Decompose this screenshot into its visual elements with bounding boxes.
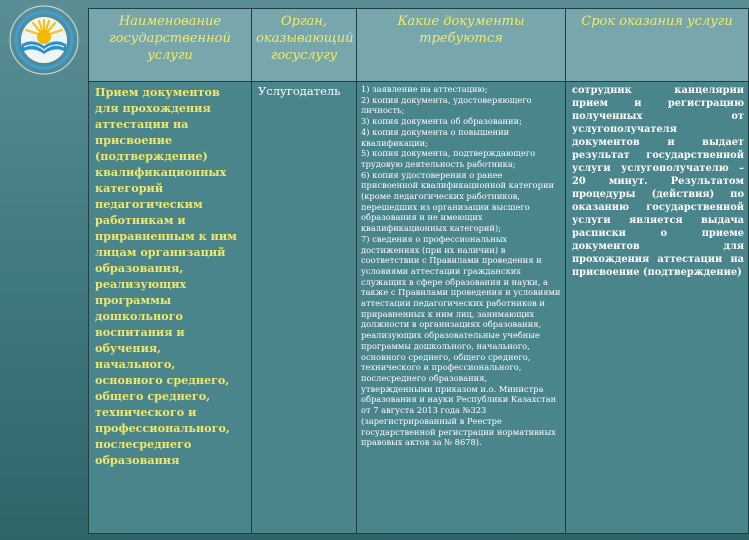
document-item: 3) копия документа об образовании; [361, 116, 522, 127]
provider-cell: Услугодатель [252, 82, 357, 534]
document-item: 4) копия документа о повышении квалификации; [361, 126, 510, 148]
document-item: 6) копия удостоверения о ранее присвоенной квалификационной категории (кроме педагогических работников, перешедших из организации высшего образования и не имеющих квалификационных категорий); [361, 169, 555, 234]
header-term: Срок оказания услуги [566, 9, 749, 82]
table-row [89, 82, 749, 534]
header-documents: Какие документы требуются [357, 9, 566, 82]
education-emblem-icon [0, 0, 88, 80]
header-provider: Орган, оказывающий госуслугу [252, 9, 357, 82]
table-header-row [89, 9, 749, 82]
service-name-cell: Прием документов для прохождения аттестации на присвоение (подтверждение) квалификационных категорий педагогическим работникам и приравненным к ним лицам организаций образования, реализующих программы дошкольного воспитания и обучения, начального, основного среднего, общего среднего, технического и профессионального, послесреднего образования [89, 82, 252, 534]
service-table [88, 8, 749, 534]
document-item: 2) копия документа, удостоверяющего личность; [361, 94, 532, 116]
term-cell: сотрудник канцелярии прием и регистрацию полученных от услугополучателя документов и выдает результат государственной услуги услугополучателю – 20 минут. Результатом процедуры (действия) по оказанию государственной услуги является выдача расписки о приеме документов для прохождения аттестации на присвоение (подтверждение) [566, 82, 749, 534]
document-item: 1) заявление на аттестацию; [361, 84, 488, 94]
document-item: 7) сведения о профессиональных достижениях (при их наличии) в соответствии с Правилами проведения и условиями аттестации гражданских служащих в сфере образования и науки, а также с Правилами проведения и условиями аттестации педагогических работников и приравненных к ним лиц, занимающих должности в организациях образования, реализующих образовательные учебные программы дошкольного, начального, основного среднего, общего среднего, технического и профессионального, послесреднего образования, утвержденными приказом и.о. Министра образования и науки Республики Казахстан от 7 августа 2013 года №323 (зарегистрированный в Реестре государственной регистрации нормативных правовых актов за № 8678). [361, 233, 561, 448]
documents-cell [357, 82, 566, 534]
document-item: 5) копия документа, подтверждающего трудовую деятельность работника; [361, 148, 536, 169]
header-service-name: Наименование государственной услуги [89, 9, 252, 82]
